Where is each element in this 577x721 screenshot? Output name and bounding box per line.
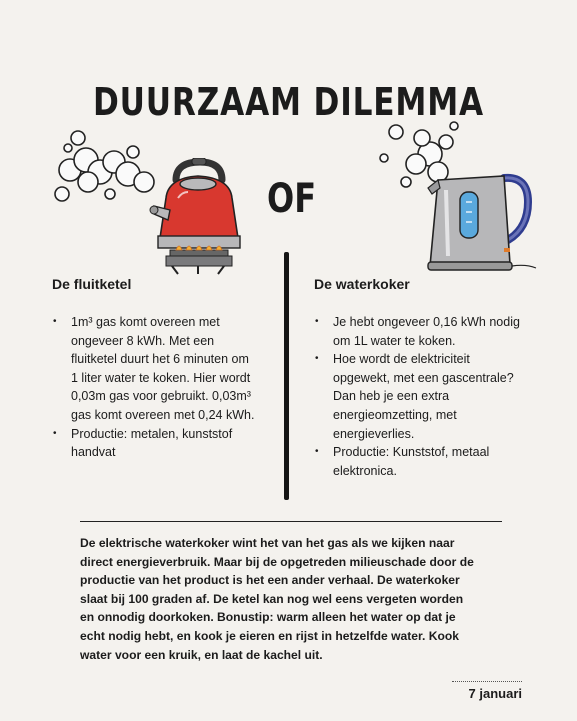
date-dotted-line — [452, 681, 522, 682]
list-item: • 1m³ gas komt overeen met ongeveer 8 kWh. Met een fluitketel duurt het 6 minuten om 1 liter water te koken. Hier wordt 0,03m gas voor gebruikt. 0,03m³ gas komt overeen met 0,24 kWh. — [52, 313, 257, 425]
left-column-heading: De fluitketel — [52, 276, 132, 292]
list-item: • Je hebt ongeveer 0,16 kWh nodig om 1L water te koken. — [314, 313, 521, 350]
electric-kettle-icon — [424, 168, 542, 278]
column-divider — [284, 252, 289, 500]
whistling-kettle-icon — [148, 158, 248, 278]
right-column-list — [314, 313, 521, 480]
connector-word: OF — [267, 176, 317, 222]
left-column-list — [52, 313, 257, 462]
list-item: • Productie: metalen, kunststof handvat — [52, 425, 257, 462]
date-label: 7 januari — [468, 686, 522, 701]
list-item: • Productie: Kunststof, metaal elektronica. — [314, 443, 521, 480]
list-item: • Hoe wordt de elektriciteit opgewekt, met een gascentrale? Dan heb je een extra energieomzetting, met energieverlies. — [314, 350, 521, 443]
summary-paragraph: De elektrische waterkoker wint het van het gas als we kijken naar direct energieverbruik. Maar bij de opgetreden milieuschade door de productie van het product is het een ander verhaal. De waterkoker slaat bij 100 graden af. De ketel kan nog wel eens vergeten worden en onnodig doorkoken. Bonustip: warm alleen het water op dat je echt nodig hebt, en kook je eieren en rijst in hetzelfde water. Kook water voor een kruik, en laat de kachel uit. — [80, 536, 474, 662]
page-title: DUURZAAM DILEMMA — [92, 80, 484, 124]
right-column-heading: De waterkoker — [314, 276, 410, 292]
steam-cloud-left-icon — [48, 122, 163, 217]
horizontal-divider — [80, 521, 502, 522]
